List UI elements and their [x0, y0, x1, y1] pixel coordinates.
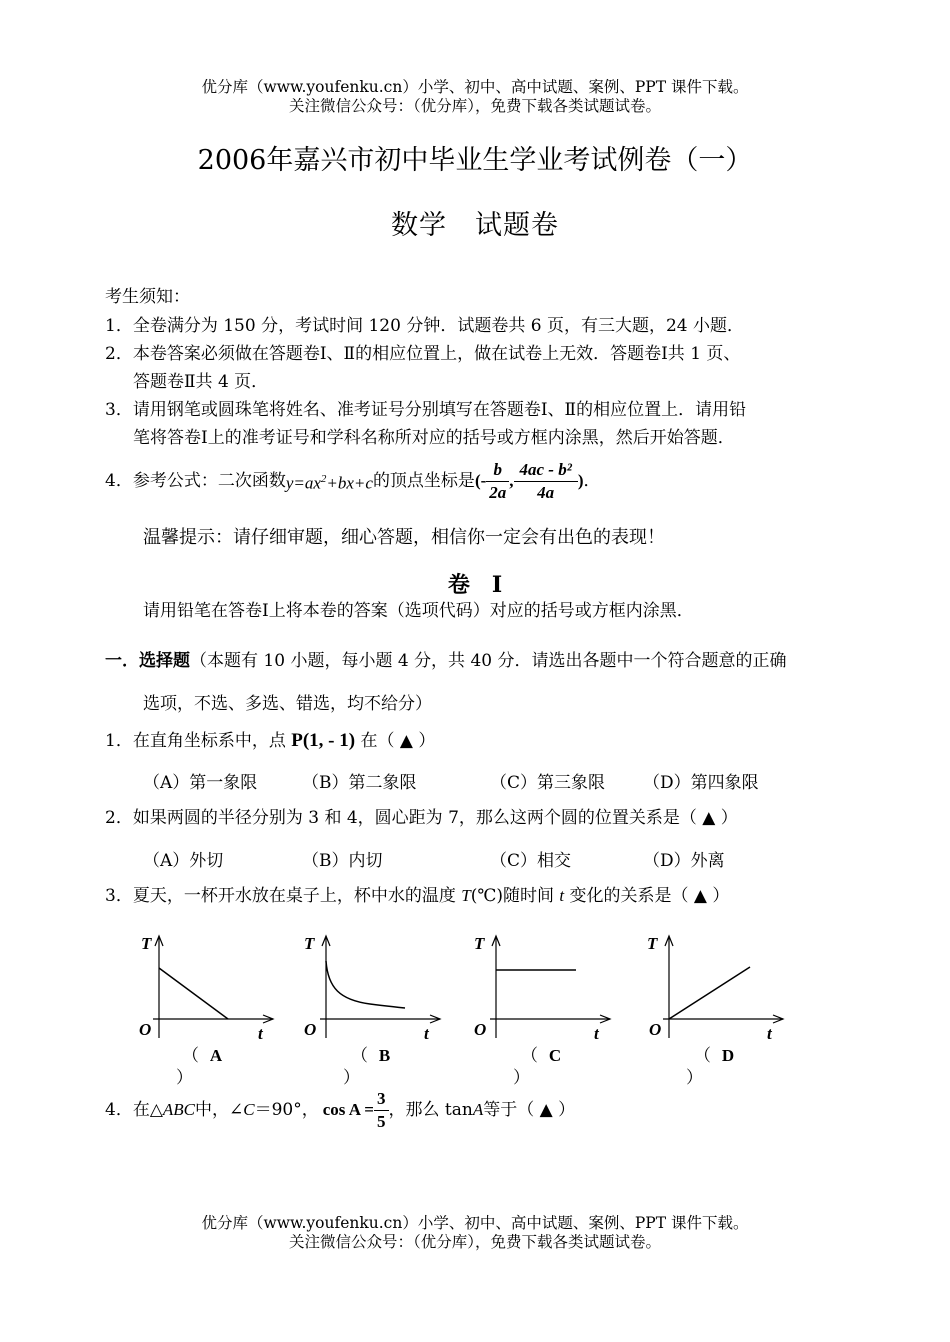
- fraction-b-over-2a: [486, 459, 509, 504]
- x-axis-label: t: [258, 1024, 263, 1043]
- question-num: 2．: [105, 808, 133, 828]
- vertex-comma: ,: [509, 471, 514, 490]
- fraction-denominator: 4a: [537, 482, 555, 502]
- notice-heading: 考生须知：: [105, 287, 190, 307]
- question-text: 夏天，一杯开水放在桌子上，杯中水的温度: [132, 886, 462, 906]
- question-text-post: ，那么 tan: [388, 1100, 473, 1120]
- y-axis-label: T: [304, 934, 315, 953]
- notice-item-3-cont: 笔将答卷Ⅰ上的准考证号和学科名称所对应的括号或方框内涂黑，然后开始答题．: [133, 428, 735, 448]
- origin-label: O: [304, 1020, 317, 1039]
- graph-a[interactable]: [133, 928, 283, 1048]
- fraction-numerator: 4ac - b²: [514, 459, 578, 482]
- page-subtitle: 数学 试题卷: [391, 210, 559, 241]
- part-heading: 卷 Ⅰ: [447, 572, 503, 598]
- graph-c-label: [521, 1045, 561, 1067]
- question-num: 4．: [105, 1100, 133, 1120]
- graph-d-paren-close: ）: [686, 1068, 703, 1088]
- q1-option-c[interactable]: （C）第三象限: [490, 773, 606, 793]
- question-3: [105, 885, 729, 907]
- point-p: P(1, - 1): [291, 730, 356, 751]
- question-2: [105, 807, 738, 829]
- header-line-1: 优分库（www.youfenku.cn）小学、初中、高中试题、案例、PPT 课件下载。: [201, 78, 749, 96]
- vertex-open: (-: [474, 471, 487, 490]
- notice-item-num: 2．: [105, 344, 133, 364]
- question-num: 3．: [105, 886, 133, 906]
- notice-item-2-cont: 答题卷Ⅱ共 4 页．: [133, 372, 269, 392]
- graph-b-label: [351, 1045, 390, 1067]
- graph-d-label: [694, 1045, 734, 1067]
- origin-label: O: [474, 1020, 487, 1039]
- section-number: 一．: [105, 651, 139, 671]
- notice-item-4: [105, 456, 601, 506]
- question-text-mid2: ＝90°，: [254, 1100, 319, 1120]
- q1-option-d[interactable]: （D）第四象限: [643, 773, 759, 793]
- question-4: [105, 1088, 575, 1132]
- fraction-4ac-b2-over-4a: [514, 459, 578, 504]
- graph-b[interactable]: [300, 928, 450, 1048]
- notice-item-2: [105, 343, 740, 365]
- graph-a-paren-close: ）: [176, 1068, 193, 1088]
- page-title: 2006年嘉兴市初中毕业生学业考试例卷（一）: [197, 145, 753, 176]
- question-text: 如果两圆的半径分别为 3 和 4，圆心距为 7，那么这两个圆的位置关系是（ ▲ ）: [132, 808, 738, 828]
- y-axis-label: T: [647, 934, 658, 953]
- graph-b-paren-close: ）: [343, 1068, 360, 1088]
- option-letter: C: [548, 1046, 562, 1065]
- graph-a-label: [182, 1045, 222, 1067]
- graph-c-paren-close: ）: [513, 1068, 530, 1088]
- period: ．: [583, 471, 601, 491]
- notice-item-num: 4．: [105, 471, 133, 491]
- cos-a: cos A =: [322, 1100, 374, 1119]
- paren-open: （: [351, 1046, 368, 1066]
- question-text: 在直角坐标系中，点: [132, 731, 292, 751]
- curve-exponential-decay: [326, 961, 405, 1008]
- question-text-post2: 等于（ ▲ ）: [483, 1100, 576, 1120]
- x-axis-label: t: [594, 1024, 599, 1043]
- q1-option-a[interactable]: （A）第一象限: [143, 773, 258, 793]
- paren-open: （: [521, 1046, 538, 1066]
- quadratic-formula: $y=ax^2+bx+c$: [285, 472, 373, 493]
- header-line-2: 关注微信公众号：（优分库），免费下载各类试题试卷。: [288, 97, 661, 115]
- option-letter: A: [209, 1046, 223, 1065]
- question-text: 在△: [132, 1100, 163, 1120]
- q2-option-a[interactable]: （A）外切: [143, 851, 224, 871]
- footer-line-1: 优分库（www.youfenku.cn）小学、初中、高中试题、案例、PPT 课件下载。: [201, 1214, 749, 1232]
- section-desc-cont: 选项，不选、多选、错选，均不给分）: [143, 694, 432, 714]
- q2-option-c[interactable]: （C）相交: [490, 851, 572, 871]
- q2-option-d[interactable]: （D）外离: [643, 851, 725, 871]
- paren-open: （: [694, 1046, 711, 1066]
- notice-item-text: 请用钢笔或圆珠笔将姓名、准考证号分别填写在答题卷Ⅰ、Ⅱ的相应位置上．请用铅: [132, 400, 747, 420]
- x-axis-label: t: [767, 1024, 772, 1043]
- part-instruction: 请用铅笔在答卷Ⅰ上将本卷的答案（选项代码）对应的括号或方框内涂黑．: [143, 601, 694, 621]
- y-axis-label: T: [474, 934, 485, 953]
- question-text-mid: (℃)随时间: [470, 886, 560, 906]
- question-text-mid: 中，∠: [195, 1100, 244, 1120]
- curve-linear-decrease: [159, 968, 228, 1019]
- notice-item-num: 1．: [105, 316, 133, 336]
- option-letter: D: [721, 1046, 735, 1065]
- q2-option-b[interactable]: （B）内切: [302, 851, 383, 871]
- y-axis-label: T: [141, 934, 152, 953]
- warm-tip: 温馨提示：请仔细审题，细心答题，相信你一定会有出色的表现！: [143, 527, 665, 548]
- footer-line-2: 关注微信公众号：（优分库），免费下载各类试题试卷。: [288, 1233, 661, 1251]
- question-text-post: 变化的关系是（ ▲ ）: [564, 886, 730, 906]
- paren-open: （: [182, 1046, 199, 1066]
- fraction-numerator: 3: [374, 1088, 389, 1111]
- time-var: t: [559, 886, 565, 905]
- notice-item-text-mid: 的顶点坐标是: [372, 471, 475, 491]
- origin-label: O: [139, 1020, 152, 1039]
- fraction-3-over-5: [374, 1088, 389, 1133]
- graph-c[interactable]: [470, 928, 620, 1048]
- question-1: [105, 730, 435, 752]
- q1-option-b[interactable]: （B）第二象限: [302, 773, 417, 793]
- notice-item-text: 参考公式：二次函数: [132, 471, 286, 491]
- option-letter: B: [378, 1046, 391, 1065]
- notice-item-num: 3．: [105, 400, 133, 420]
- fraction-denominator: 5: [377, 1111, 386, 1131]
- x-axis-label: t: [424, 1024, 429, 1043]
- tan-a-var: A: [472, 1100, 484, 1119]
- section-heading: [105, 650, 787, 672]
- temperature-var: T: [461, 886, 471, 905]
- notice-item-1: [105, 315, 744, 337]
- question-text-post: 在（ ▲ ）: [355, 731, 436, 751]
- curve-linear-increase: [669, 967, 750, 1019]
- question-num: 1．: [105, 731, 133, 751]
- angle-c: C: [243, 1100, 255, 1119]
- section-name: 选择题: [139, 651, 190, 671]
- vertex-close: ): [577, 471, 584, 490]
- notice-item-text: 全卷满分为 150 分，考试时间 120 分钟．试题卷共 6 页，有三大题，24 小题．: [132, 316, 744, 336]
- section-desc: （本题有 10 小题，每小题 4 分，共 40 分．请选出各题中一个符合题意的正确: [190, 651, 787, 671]
- notice-item-3: [105, 399, 746, 421]
- triangle-abc: ABC: [162, 1100, 196, 1119]
- graph-d[interactable]: [643, 928, 793, 1048]
- notice-item-text: 本卷答案必须做在答题卷Ⅰ、Ⅱ的相应位置上，做在试卷上无效．答题卷Ⅰ共 1 页、: [132, 344, 741, 364]
- fraction-denominator: 2a: [489, 482, 507, 502]
- fraction-numerator: b: [486, 459, 509, 482]
- origin-label: O: [649, 1020, 662, 1039]
